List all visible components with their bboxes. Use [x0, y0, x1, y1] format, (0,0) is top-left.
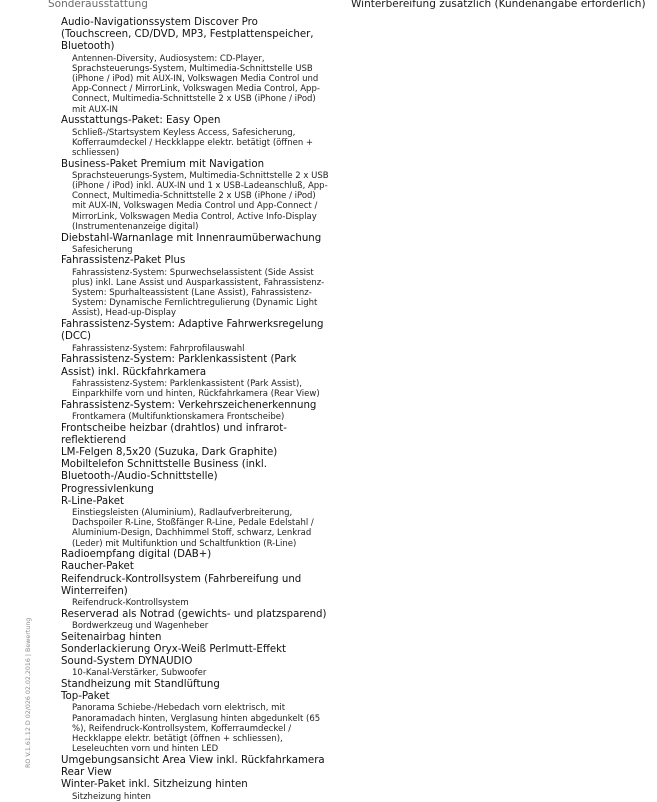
equipment-item	[61, 644, 331, 656]
equipment-detail: Bordwerkzeug und Wagenheber	[72, 620, 209, 631]
equipment-detail: Fahrassistenz-System: Fahrprofilauswahl	[72, 343, 245, 354]
equipment-item	[61, 255, 331, 318]
equipment-title: Audio-Navigationssystem Discover Pro (Touchscreen, CD/DVD, MP3, Festplattenspeicher, Bluetooth)	[61, 17, 314, 53]
equipment-detail: Schließ-/Startsystem Keyless Access, Safesicherung, Kofferraumdeckel / Heckklappe elektr. betätigt (öffnen + schliessen)	[72, 127, 314, 158]
equipment-detail: Sitzheizung hinten	[72, 791, 151, 802]
equipment-title: Reifendruck-Kontrollsystem (Fahrbereifung und Winterreifen)	[61, 573, 302, 597]
equipment-item	[61, 632, 331, 644]
equipment-title: R-Line-Paket	[61, 495, 124, 507]
equipment-list	[61, 17, 331, 802]
equipment-item	[61, 679, 331, 691]
equipment-detail: Sprachsteuerungs-System, Multimedia-Schnittstelle 2 x USB (iPhone / iPod) inkl. AUX-IN und 1 x USB-Ladeanschluß, App-Connect, Multimedia-Schnittstelle 2 x USB (iPhone / iPod) mit AUX-IN, Volkswagen Media Control und App-Connect / MirrorLink, Volkswagen Media Control, Active Info-Display (Instrumentenanzeige digital)	[72, 170, 329, 232]
equipment-title: Top-Paket	[61, 691, 110, 703]
equipment-title: Seitenairbag hinten	[61, 631, 162, 643]
equipment-title: Frontscheibe heizbar (drahtlos) und infrarot-reflektierend	[61, 422, 287, 446]
equipment-detail: Einstiegsleisten (Aluminium), Radlaufverbreiterung, Dachspoiler R-Line, Stoßfänger R-Line, Pedale Edelstahl / Aluminium-Design, Dachhimmel Stoff, schwarz, Lenkrad (Leder) mit Multifunktion und Schaltfunktion (R-Line)	[72, 507, 314, 549]
equipment-detail: Safesicherung	[72, 244, 133, 255]
equipment-title: Sound-System DYNAUDIO	[61, 656, 193, 668]
equipment-item	[61, 233, 331, 255]
side-meta-text: RO V.1.61.12 D 02/026 02.02.2016 | Bewertung	[25, 617, 32, 768]
equipment-title: Standheizung mit Standlüftung	[61, 678, 220, 690]
section-header: Sonderausstattung	[48, 0, 148, 10]
equipment-item	[61, 319, 331, 354]
equipment-item	[61, 755, 331, 779]
equipment-item	[61, 496, 331, 549]
equipment-item	[61, 549, 331, 561]
equipment-item	[61, 400, 331, 422]
equipment-title: Fahrassistenz-System: Adaptive Fahrwerksregelung (DCC)	[61, 319, 324, 343]
equipment-detail: 10-Kanal-Verstärker, Subwoofer	[72, 668, 207, 679]
winter-tyre-note: Winterbereifung zusätzlich (Kundenangabe erforderlich)	[351, 0, 646, 10]
equipment-item	[61, 561, 331, 573]
equipment-title: Winter-Paket inkl. Sitzheizung hinten	[61, 779, 248, 791]
equipment-item	[61, 484, 331, 496]
equipment-title: Fahrassistenz-Paket Plus	[61, 255, 186, 267]
equipment-detail: Antennen-Diversity, Audiosystem: CD-Player, Sprachsteuerungs-System, Multimedia-Schnittstelle USB (iPhone / iPod) mit AUX-IN, Volkswagen Media Control und App-Connect / MirrorLink, Volkswagen Media Control, App-Connect, Multimedia-Schnittstelle 2 x USB (iPhone / iPod) mit AUX-IN	[72, 53, 320, 115]
equipment-item	[61, 459, 331, 483]
equipment-title: Sonderlackierung Oryx-Weiß Perlmutt-Effekt	[61, 643, 287, 655]
equipment-title: Diebstahl-Warnanlage mit Innenraumüberwachung	[61, 232, 322, 244]
equipment-item	[61, 574, 331, 609]
equipment-title: LM-Felgen 8,5x20 (Suzuka, Dark Graphite)	[61, 446, 278, 458]
equipment-detail: Fahrassistenz-System: Spurwechselassistent (Side Assist plus) inkl. Lane Assist und Ausparkassistent, Fahrassistenz-System: Spurhalteassistent (Lane Assist), Fahrassistenz-System: Dynamische Fernlichtregulierung (Dynamic Light Assist), Head-up-Display	[72, 267, 325, 319]
equipment-title: Umgebungsansicht Area View inkl. Rückfahrkamera Rear View	[61, 754, 325, 779]
equipment-item	[61, 447, 331, 459]
equipment-title: Ausstattungs-Paket: Easy Open	[61, 115, 221, 127]
equipment-item	[61, 159, 331, 232]
equipment-item	[61, 354, 331, 399]
equipment-detail: Fahrassistenz-System: Parklenkassistent (Park Assist), Einparkhilfe vorn und hinten, Rückfahrkamera (Rear View)	[72, 378, 320, 399]
equipment-detail: Panorama Schiebe-/Hebedach vorn elektrisch, mit Panoramadach hinten, Verglasung hinten abgedunkelt (65 %), Reifendruck-Kontrollsystem, Kofferraumdeckel / Heckklappe elektr. betätigt (öffnen + schliessen), Leseleuchten vorn und hinten LED	[72, 703, 321, 755]
equipment-title: Mobiltelefon Schnittstelle Business (inkl. Bluetooth-/Audio-Schnittstelle)	[61, 459, 267, 483]
equipment-detail: Frontkamera (Multifunktionskamera Frontscheibe)	[72, 411, 285, 422]
equipment-item	[61, 17, 331, 115]
equipment-item	[61, 609, 331, 631]
equipment-title: Raucher-Paket	[61, 561, 134, 573]
equipment-title: Radioempfang digital (DAB+)	[61, 549, 212, 561]
equipment-item	[61, 423, 331, 447]
equipment-item	[61, 115, 331, 158]
equipment-title: Business-Paket Premium mit Navigation	[61, 158, 265, 170]
equipment-detail: Reifendruck-Kontrollsystem	[72, 598, 189, 609]
equipment-item	[61, 656, 331, 678]
equipment-title: Reserverad als Notrad (gewichts- und platzsparend)	[61, 608, 327, 620]
equipment-item	[61, 691, 331, 754]
equipment-title: Progressivlenkung	[61, 483, 154, 495]
equipment-item	[61, 779, 331, 801]
equipment-title: Fahrassistenz-System: Parklenkassistent (Park Assist) inkl. Rückfahrkamera	[61, 354, 297, 378]
equipment-title: Fahrassistenz-System: Verkehrszeichenerkennung	[61, 399, 317, 411]
